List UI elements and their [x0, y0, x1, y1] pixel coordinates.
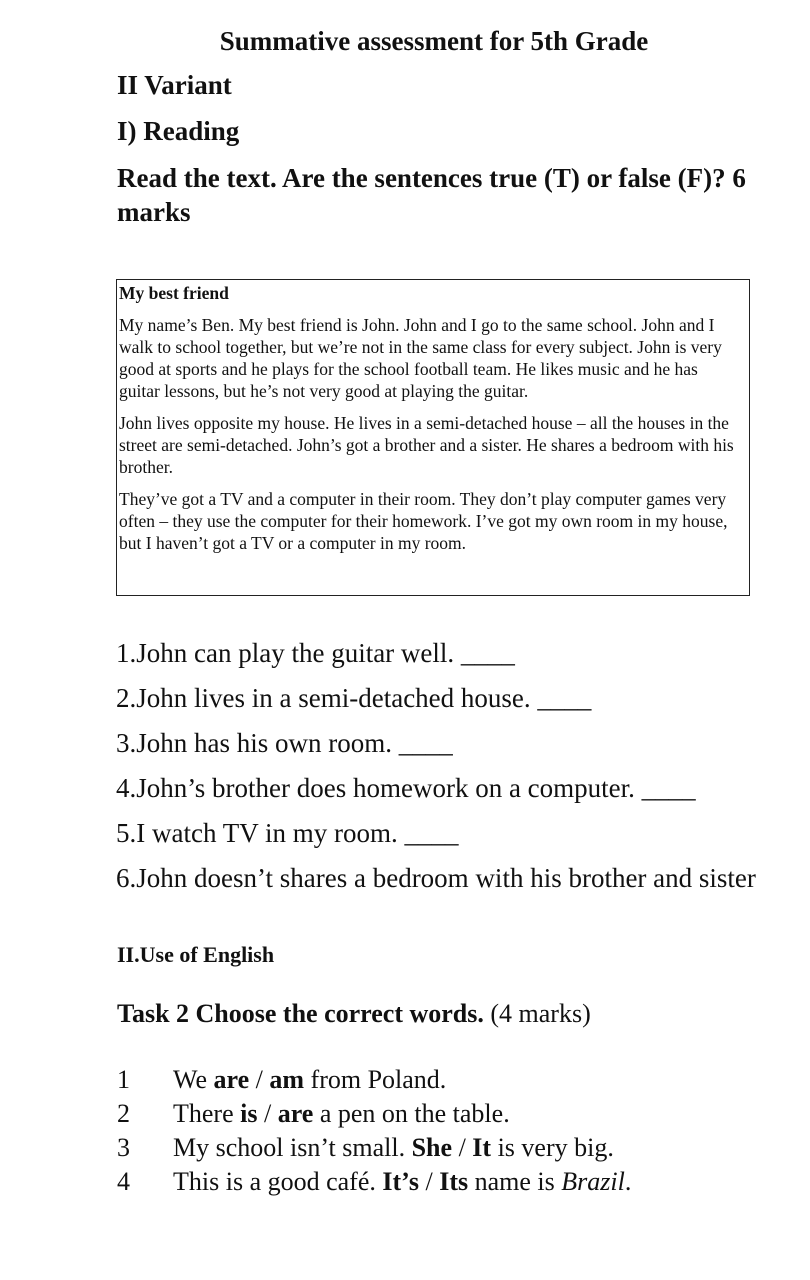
task-item-number: 1 [117, 1065, 130, 1094]
statement-text: 2.John lives in a semi-detached house. [116, 683, 531, 713]
statement-item [116, 636, 776, 670]
task-item-text [173, 1165, 631, 1199]
answer-blank[interactable]: ____ [460, 638, 515, 668]
task-item [117, 1165, 777, 1199]
task-item-number: 4 [117, 1167, 130, 1196]
option-separator: / [418, 1167, 440, 1196]
task-item-after: a pen on the table. [313, 1099, 510, 1128]
section-heading-reading: I) Reading [117, 116, 240, 146]
statement-text: 3.John has his own room. [116, 728, 392, 758]
task-item-text [173, 1131, 614, 1165]
option-a[interactable]: It’s [382, 1167, 419, 1196]
task-item-list [117, 1063, 777, 1199]
task-item-after: is very big. [491, 1133, 614, 1162]
statement-text: 4.John’s brother does homework on a computer. [116, 773, 635, 803]
task-item-after: name is [468, 1167, 562, 1196]
answer-blank[interactable]: ____ [398, 728, 453, 758]
statement-item [116, 816, 776, 850]
task-item-before: We [173, 1065, 214, 1094]
option-separator: / [452, 1133, 473, 1162]
statement-item [116, 681, 776, 715]
reading-instruction: Read the text. Are the sentences true (T) or false (F)? 6 marks [117, 163, 746, 227]
task-item [117, 1063, 777, 1097]
answer-blank[interactable]: ____ [641, 773, 696, 803]
statement-item [116, 726, 776, 760]
option-b[interactable]: Its [439, 1167, 469, 1196]
option-a[interactable]: is [240, 1099, 258, 1128]
task-item-before: There [173, 1099, 241, 1128]
answer-blank[interactable]: ____ [404, 818, 459, 848]
task-marks: (4 marks) [490, 999, 591, 1028]
option-b[interactable]: are [277, 1099, 314, 1128]
option-b[interactable]: It [472, 1133, 492, 1162]
task-item-number: 2 [117, 1099, 130, 1128]
task-item-before: My school isn’t small. [173, 1133, 412, 1162]
option-separator: / [257, 1099, 278, 1128]
statement-text: 1.John can play the guitar well. [116, 638, 455, 668]
reading-paragraph: They’ve got a TV and a computer in their room. They don’t play computer games very often – they use the computer for their homework. I’ve got my own room in my house, but I haven’t got a TV or a computer in my room. [119, 489, 728, 553]
statement-text: 5.I watch TV in my room. [116, 818, 398, 848]
option-a[interactable]: She [411, 1133, 453, 1162]
option-b[interactable]: am [269, 1065, 305, 1094]
statement-text: 6.John doesn’t shares a bedroom with his brother and sister [116, 863, 756, 893]
task-item-before: This is a good café. [173, 1167, 383, 1196]
statement-list [116, 636, 776, 895]
task-item-italic: Brazil [561, 1167, 625, 1196]
task-heading [117, 999, 591, 1029]
task-item-text [173, 1097, 510, 1131]
task-item-end: . [624, 1167, 632, 1196]
section-heading-use-of-english: II.Use of English [117, 942, 275, 967]
task-title: Task 2 Choose the correct words. [117, 999, 484, 1028]
page-title: Summative assessment for 5th Grade [219, 26, 649, 56]
statement-item [116, 861, 776, 895]
reading-text-title: My best friend [119, 283, 229, 303]
variant-label: II Variant [117, 70, 232, 100]
statement-item [116, 771, 776, 805]
reading-paragraph: My name’s Ben. My best friend is John. John and I go to the same school. John and I walk to school together, but we’re not in the same class for every subject. John is very good at sports and he plays for the school football team. He likes music and he has guitar lessons, but he’s not very good at playing the guitar. [119, 315, 722, 401]
option-a[interactable]: are [213, 1065, 250, 1094]
answer-blank[interactable]: ____ [537, 683, 592, 713]
task-item-after: from Poland. [304, 1065, 447, 1094]
option-separator: / [249, 1065, 270, 1094]
reading-text-box [116, 279, 750, 596]
task-item [117, 1131, 777, 1165]
reading-paragraph: John lives opposite my house. He lives in a semi-detached house – all the houses in the street are semi-detached. John’s got a brother and a sister. He shares a bedroom with his brother. [119, 413, 734, 477]
task-item [117, 1097, 777, 1131]
task-item-number: 3 [117, 1133, 130, 1162]
task-item-text [173, 1063, 446, 1097]
